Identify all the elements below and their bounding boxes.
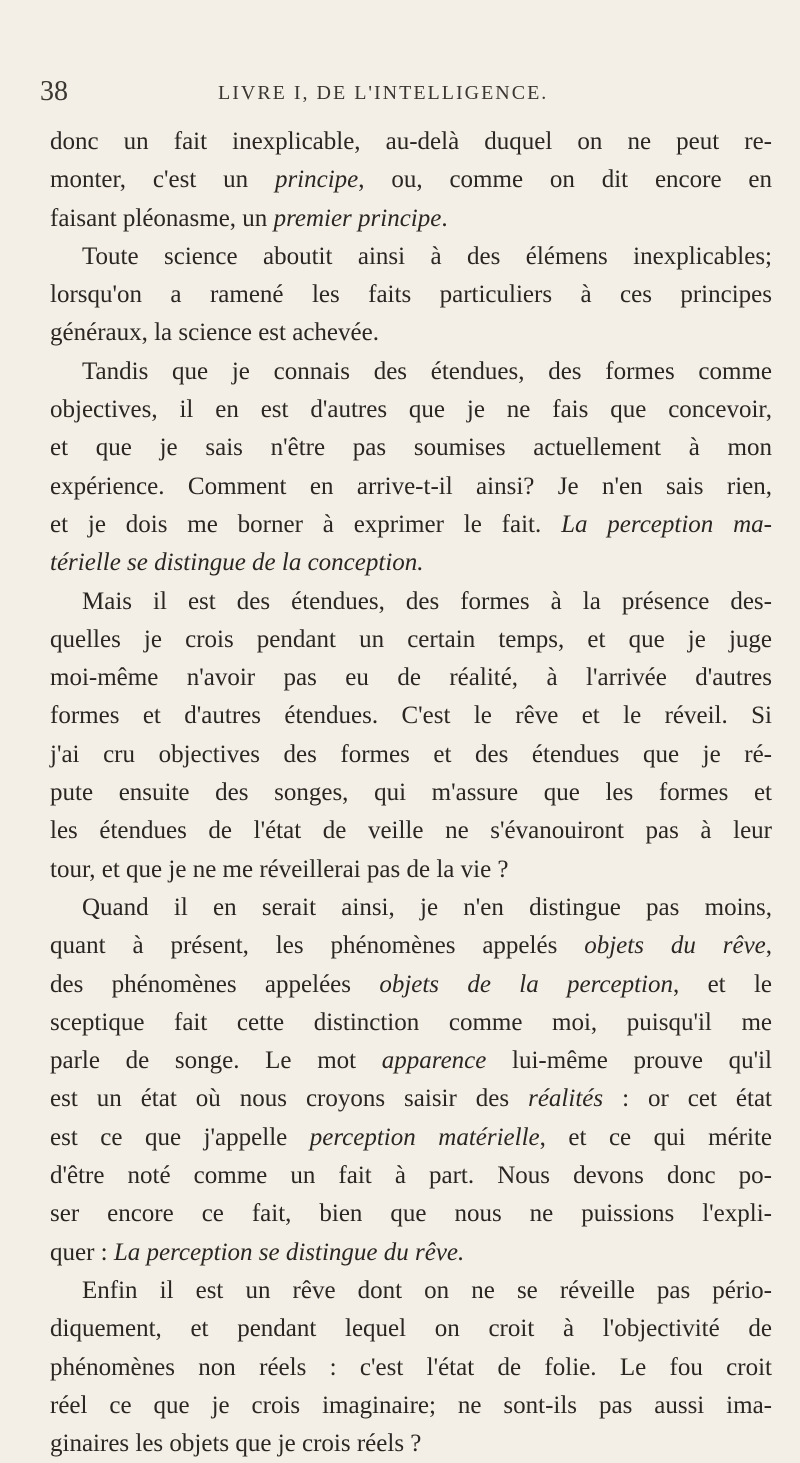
italic-text: premier principe [273,204,442,232]
text-run: des phénomènes appelées [50,970,380,998]
page-header [40,76,760,116]
text-run: et que je sais n'être pas soumises actuellement à mon [50,434,772,462]
text-run: pute ensuite des songes, qui m'assure que les formes et [50,779,772,807]
italic-text: objets de la perception [379,970,674,998]
text-line [50,1157,772,1195]
italic-text: La perception se distingue du rêve. [113,1238,465,1266]
italic-text: objets du rêve [584,932,766,960]
text-run: Mais il est des étendues, des formes à la présence des- [82,587,772,615]
text-line [50,889,772,927]
italic-text: térielle se distingue de la conception. [50,549,424,577]
text-line [50,583,772,621]
body-text [50,123,772,1463]
text-run: monter, c'est un [50,166,275,194]
text-run: j'ai cru objectives des formes et des étendues que je ré- [50,740,772,768]
text-line [50,1310,772,1348]
text-run: et je dois me borner à exprimer le fait. [50,510,562,538]
text-line [50,1387,772,1425]
text-run: faisant pléonasme, un [50,204,274,232]
text-run: est un état où nous croyons saisir des [50,1085,529,1113]
text-run: lorsqu'on a ramené les faits particuliers à ces principes [50,281,772,309]
text-line [50,1425,772,1463]
text-line [50,1195,772,1233]
text-line [50,1119,772,1157]
text-line [50,391,772,429]
text-run: phénomènes non réels : c'est l'état de folie. Le fou croit [50,1353,772,1381]
text-run: , ou, comme on dit encore en [358,166,772,194]
text-run: Tandis que je connais des étendues, des formes comme [82,357,772,385]
italic-text: apparence [381,1047,487,1075]
text-run: Enfin il est un rêve dont on ne se réveille pas pério- [82,1276,772,1304]
text-line [50,1234,772,1272]
text-run: , [765,932,773,960]
text-line [50,161,772,199]
text-run: réel ce que je crois imaginaire; ne sont-ils pas aussi ima- [50,1391,772,1419]
text-run: quant à présent, les phénomènes appelés [50,932,585,960]
text-line [50,1349,772,1387]
text-run: , et le [673,970,772,998]
text-line [50,1004,772,1042]
text-line [50,621,772,659]
text-run: : or cet état [603,1085,772,1113]
text-line [50,544,772,582]
text-run: quer : [50,1238,114,1266]
text-run: quelles je crois pendant un certain temps, et que je juge [50,625,772,653]
text-run: généraux, la science est achevée. [50,319,379,347]
text-line [50,200,772,238]
text-run: les étendues de l'état de veille ne s'évanouiront pas à leur [50,817,772,845]
text-run: moi-même n'avoir pas eu de réalité, à l'arrivée d'autres [50,664,772,692]
text-run: expérience. Comment en arrive-t-il ainsi? Je n'en sais rien, [50,472,772,500]
text-run: lui-même prouve qu'il [486,1047,772,1075]
text-run: donc un fait inexplicable, au-delà duquel on ne peut re- [50,128,772,155]
text-line [50,927,772,965]
text-run: . [441,204,448,232]
text-line [50,276,772,314]
text-line [50,353,772,391]
text-line [50,851,772,889]
text-run: tour, et que je ne me réveillerai pas de la vie ? [50,855,509,883]
text-run: parle de songe. Le mot [50,1047,382,1075]
text-line [50,1042,772,1080]
text-run: formes et d'autres étendues. C'est le rêve et le réveil. Si [50,702,772,730]
text-line [50,429,772,467]
italic-text: réalités [528,1085,604,1113]
text-line [50,506,772,544]
text-line [50,1272,772,1310]
text-run: sceptique fait cette distinction comme moi, puisqu'il me [50,1008,772,1036]
text-line [50,314,772,352]
text-line [50,468,772,506]
text-line [50,966,772,1004]
text-run: Toute science aboutit ainsi à des élémens inexplicables; [82,242,772,270]
text-line [50,1080,772,1118]
text-run: ser encore ce fait, bien que nous ne puissions l'expli- [50,1200,772,1228]
text-line [50,238,772,276]
page-number: 38 [40,76,68,107]
text-line [50,812,772,850]
italic-text: principe [274,166,359,194]
text-line [50,736,772,774]
text-run: Quand il en serait ainsi, je n'en distingue pas moins, [82,893,772,921]
text-run: objectives, il en est d'autres que je ne fais que concevoir, [50,396,772,424]
text-run: d'être noté comme un fait à part. Nous devons donc po- [50,1162,772,1190]
text-run: est ce que j'appelle [50,1123,310,1151]
text-line [50,697,772,735]
italic-text: perception matérielle [309,1123,540,1151]
text-line [50,774,772,812]
text-run: , et ce qui mérite [539,1123,772,1151]
text-run: diquement, et pendant lequel on croit à l'objectivité de [50,1315,772,1343]
text-line [50,123,772,161]
text-line [50,659,772,697]
running-head: LIVRE I, DE L'INTELLIGENCE. [218,82,549,104]
italic-text: La perception ma- [561,510,773,538]
text-run: ginaires les objets que je crois réels ? [50,1430,422,1458]
